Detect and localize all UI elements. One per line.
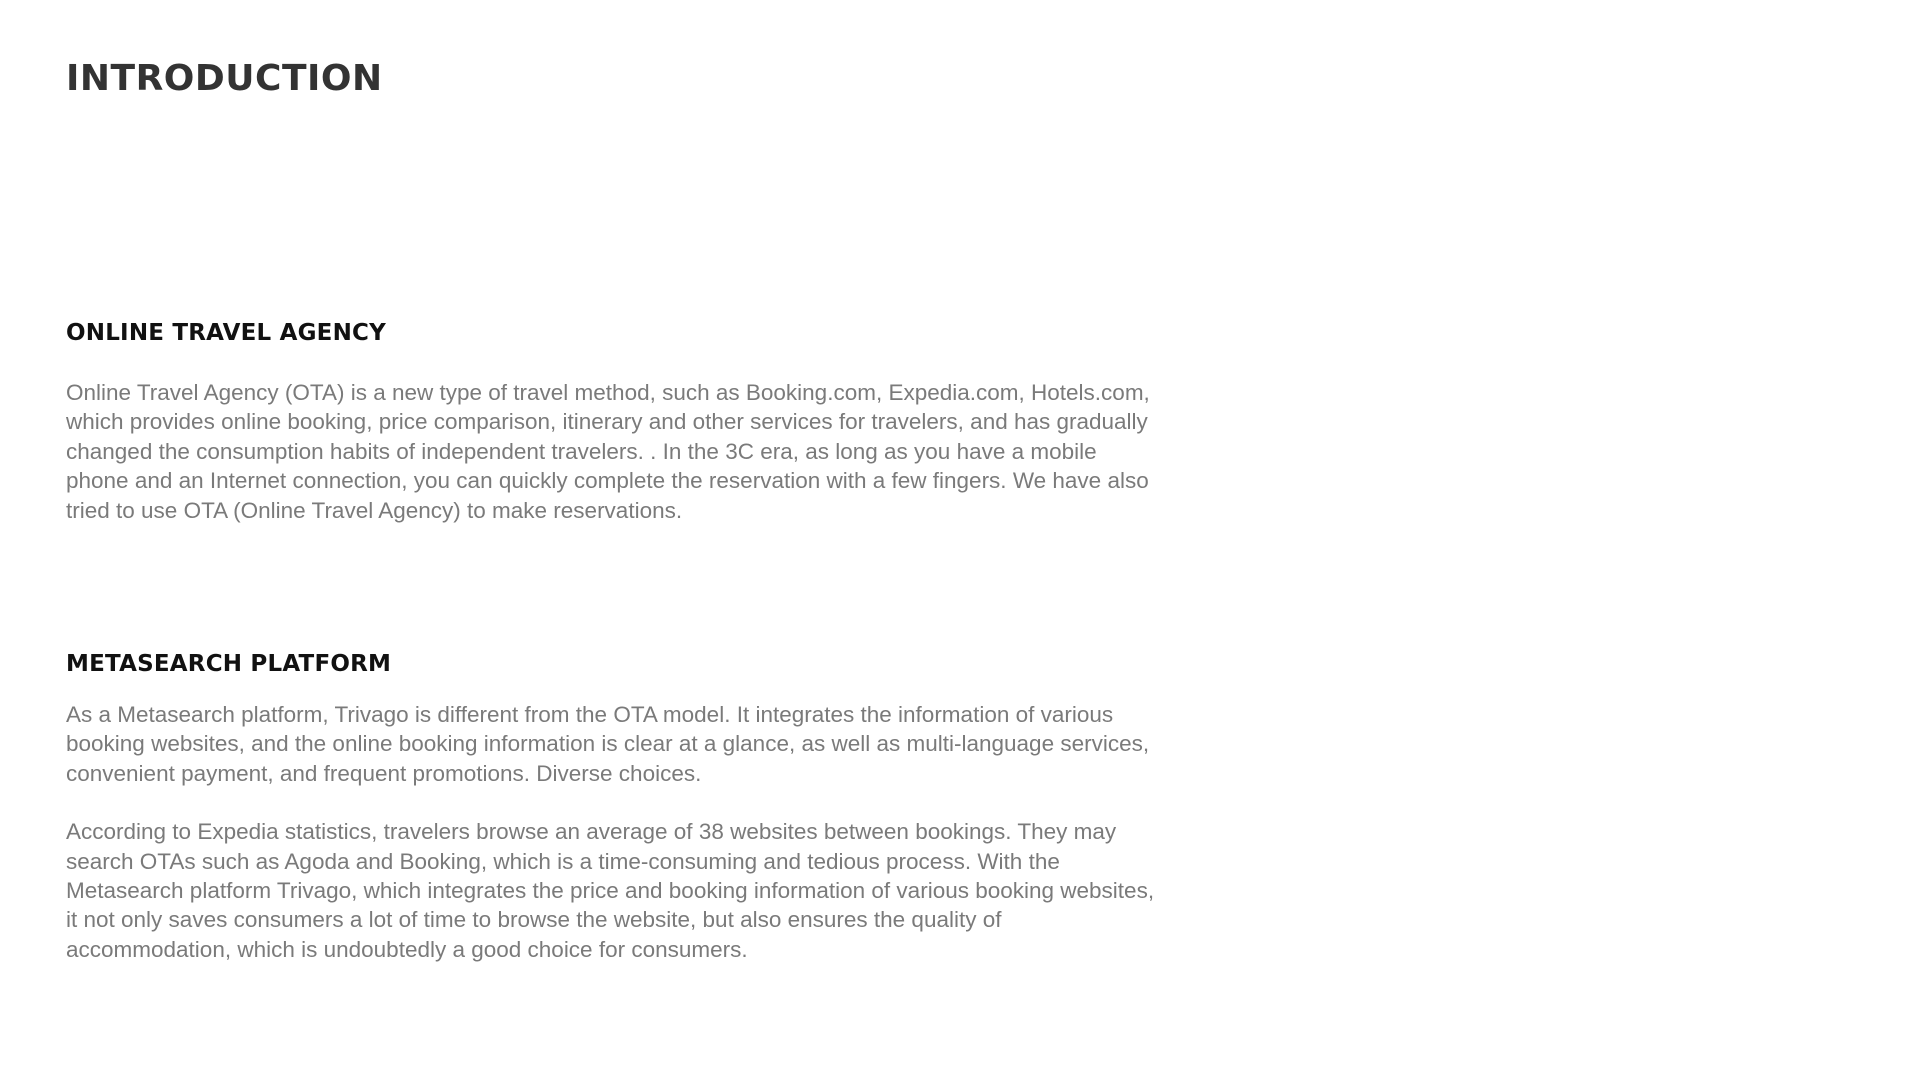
paragraph-expedia-statistics: According to Expedia statistics, travelers browse an average of 38 websites between bookings. They may search OTAs such as Agoda and Booking, which is a time-consuming and tedious process. With the Metasearch platform Trivago, which integrates the price and booking information of various booking websites, it not only saves consumers a lot of time to browse the website, but also ensures the quality of accommodation, which is undoubtedly a good choice for consumers.: [66, 819, 1155, 962]
section-heading-metasearch-platform: METASEARCH PLATFORM: [66, 651, 392, 677]
paragraph-ota-description: Online Travel Agency (OTA) is a new type of travel method, such as Booking.com, Expedia.com, Hotels.com, which provides online booking, price comparison, itinerary and other services for travelers, and has gradually changed the consumption habits of independent travelers. . In the 3C era, as long as you have a mobile phone and an Internet connection, you can quickly complete the reservation with a few fingers. We have also tried to use OTA (Online Travel Agency) to make reservations.: [66, 380, 1150, 523]
page-title: INTRODUCTION: [66, 58, 383, 99]
section-metasearch-platform: [66, 651, 1156, 964]
paragraph-metasearch-description: As a Metasearch platform, Trivago is different from the OTA model. It integrates the information of various booking websites, and the online booking information is clear at a glance, as well as multi-language services, convenient payment, and frequent promotions. Diverse choices.: [66, 702, 1150, 786]
section-heading-online-travel-agency: ONLINE TRAVEL AGENCY: [66, 320, 386, 346]
section-online-travel-agency: [66, 320, 1156, 525]
